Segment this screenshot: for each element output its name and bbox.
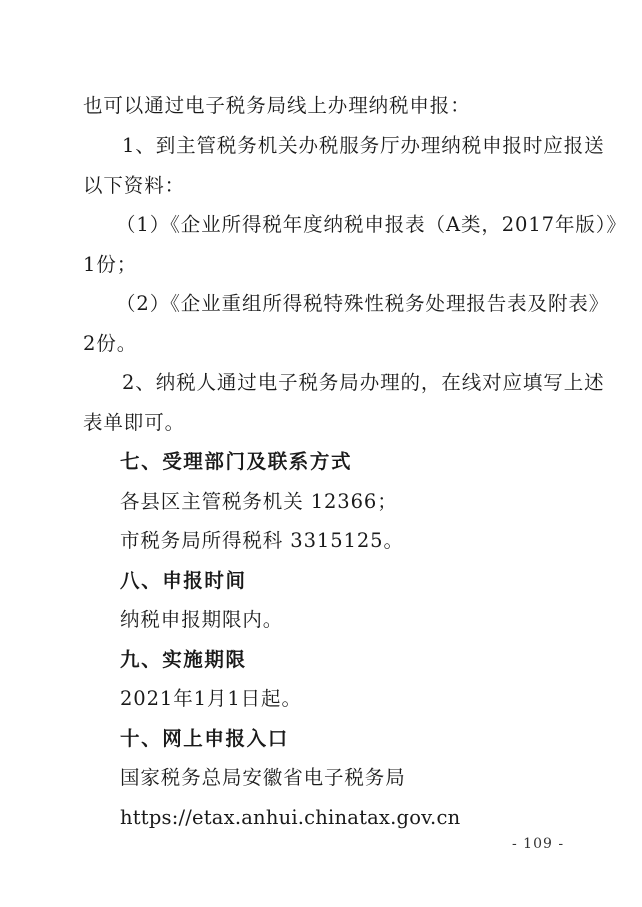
- body-text-line: 表单即可。: [83, 411, 186, 434]
- filing-time-text: 纳税申报期限内。: [120, 608, 284, 631]
- body-text-line: 以下资料：: [83, 174, 186, 197]
- sub-item-2: （2）《企业重组所得税特殊性税务处理报告表及附表》: [116, 292, 610, 315]
- body-text-line: 2份。: [83, 332, 138, 355]
- section-heading-online-entry: 十、网上申报入口: [120, 727, 289, 750]
- contact-line: 市税务局所得税科 3315125。: [120, 529, 404, 552]
- section-heading-filing-time: 八、申报时间: [120, 569, 247, 592]
- online-entry-name: 国家税务总局安徽省电子税务局: [120, 766, 406, 789]
- section-heading-effective-date: 九、实施期限: [120, 648, 247, 671]
- list-item-1: 1、到主管税务机关办税服务厅办理纳税申报时应报送: [122, 134, 605, 157]
- contact-line: 各县区主管税务机关 12366；: [120, 490, 398, 513]
- section-heading-contact: 七、受理部门及联系方式: [120, 450, 353, 473]
- online-entry-url: https://etax.anhui.chinatax.gov.cn: [120, 806, 461, 829]
- page-number: - 109 -: [512, 836, 565, 852]
- effective-date-text: 2021年1月1日起。: [120, 687, 302, 710]
- sub-item-1: （1）《企业所得税年度纳税申报表（A类，2017年版）》: [116, 213, 627, 236]
- body-text-line: 也可以通过电子税务局线上办理纳税申报：: [83, 94, 471, 117]
- list-item-2: 2、纳税人通过电子税务局办理的，在线对应填写上述: [122, 371, 605, 394]
- body-text-line: 1份；: [83, 253, 138, 276]
